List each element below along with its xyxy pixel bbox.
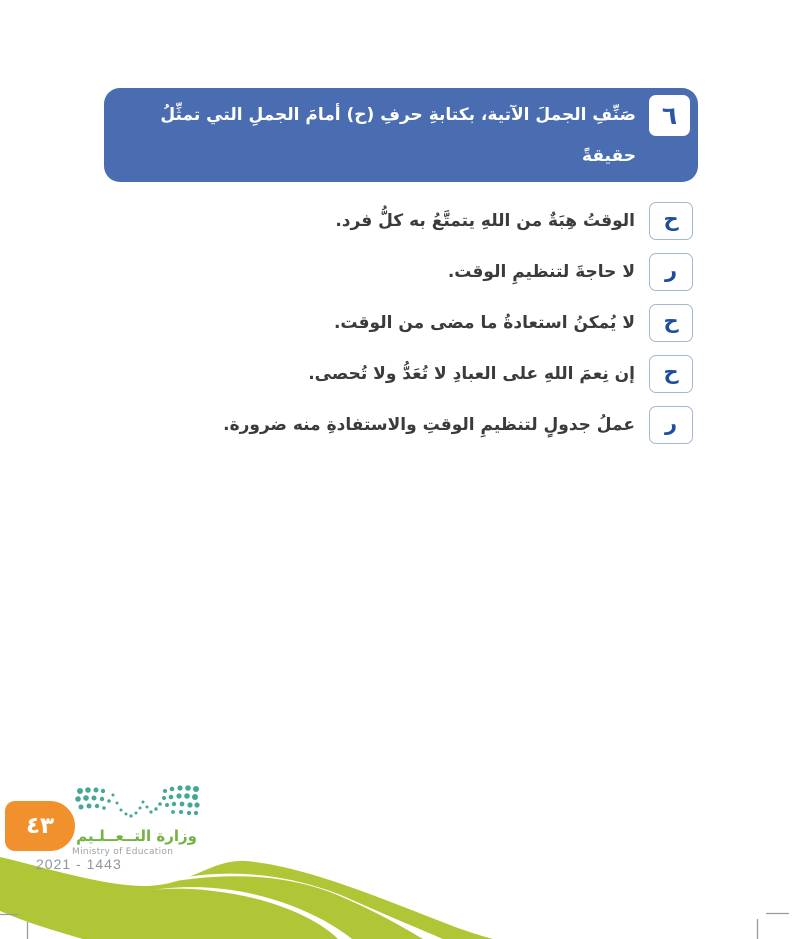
instruction-line-1: صَنِّفِ الجملَ الآتية، بكتابةِ حرفِ (ح) أمامَ الجملِ التي تمثِّلُ حقيقةً (160, 105, 636, 166)
list-item (60, 406, 693, 444)
answer-letter-box[interactable]: ح (649, 202, 693, 240)
exercise-number: ٦ (661, 101, 678, 130)
answer-letter-box[interactable]: ر (649, 253, 693, 291)
ministry-name-english: Ministry of Education (72, 847, 174, 857)
statement-text: الوقتُ هِبَةٌ من اللهِ يتمتَّعُ به كلُّ فرد. (335, 211, 635, 231)
edition-year: 2021 - 1443 (36, 856, 122, 872)
page-number-badge (5, 801, 75, 851)
list-item (60, 304, 693, 342)
instruction-line-2: وحرفَ (ر) أمامَ الجملِ التي تعبِّرُ عن رأي: (295, 187, 636, 207)
exercise-banner (104, 88, 698, 207)
answer-letter-box[interactable]: ح (649, 304, 693, 342)
statements-list (60, 202, 693, 457)
answer-letter-box[interactable]: ح (649, 355, 693, 393)
page-number: ٤٣ (25, 813, 55, 839)
list-item (60, 202, 693, 240)
statement-text: عملُ جدولٍ لتنظيمِ الوقتِ والاستفادةِ منه ضرورة. (223, 415, 635, 435)
moe-logo-dots-icon (73, 783, 203, 831)
list-item (60, 355, 693, 393)
statement-text: إن نِعمَ اللهِ على العبادِ لا تُعَدُّ ولا تُحصى. (308, 364, 635, 384)
exercise-instructions (126, 95, 636, 218)
ministry-name-arabic: وزارة التــعــلـيم (76, 827, 197, 845)
statement-text: لا حاجةَ لتنظيمِ الوقت. (447, 262, 635, 282)
exercise-number-badge (649, 95, 690, 136)
statement-text: لا يُمكنُ استعادةُ ما مضى من الوقت. (333, 313, 635, 333)
list-item (60, 253, 693, 291)
answer-letter-box[interactable]: ر (649, 406, 693, 444)
